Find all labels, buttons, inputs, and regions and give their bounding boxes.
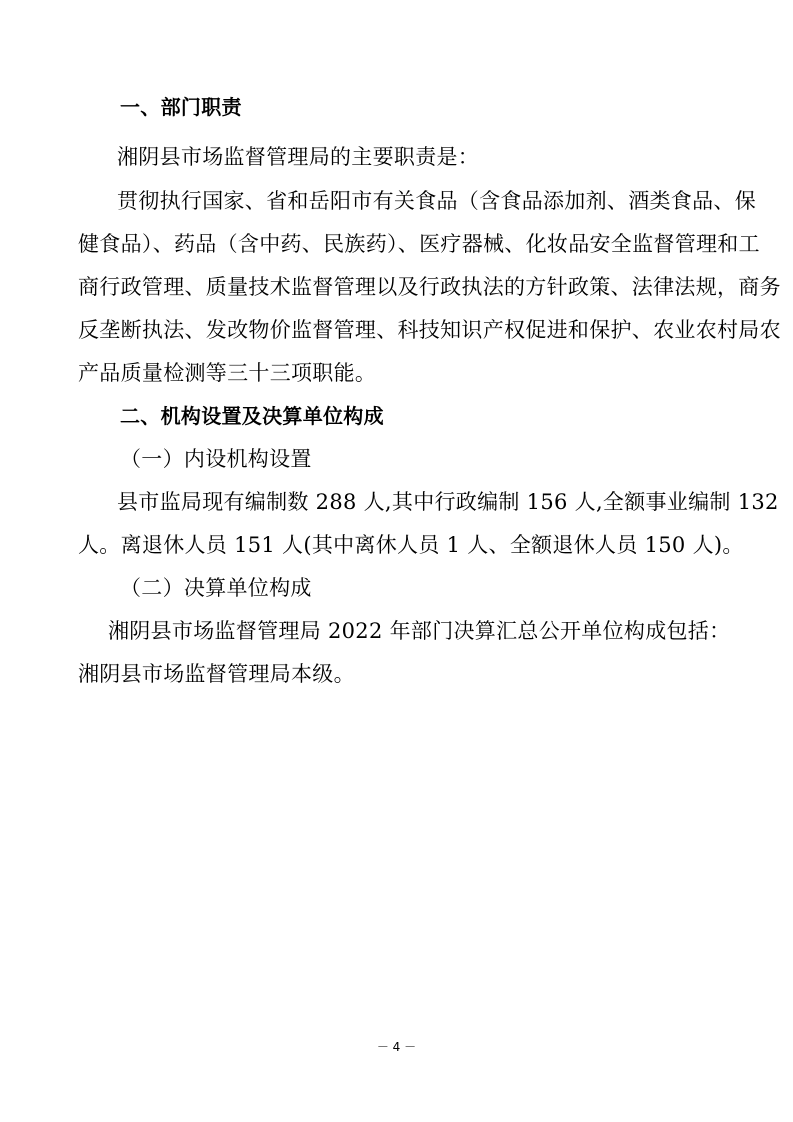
section-1-para-line-1: 贯彻执行国家、省和岳阳市有关食品（含食品添加剂、酒类食品、保 <box>117 189 756 213</box>
section-1-para-line-3: 商行政管理、质量技术监督管理以及行政执法的方针政策、法律法规，商务 <box>78 275 781 299</box>
section-1-heading: 一、部门职责 <box>120 95 242 119</box>
section-2-subheading-2: （二）决算单位构成 <box>120 576 312 600</box>
section-1-intro: 湘阴县市场监督管理局的主要职责是： <box>117 145 480 169</box>
section-2-subheading-1: （一）内设机构设置 <box>120 447 312 471</box>
page-number: － 4 － <box>376 1040 417 1054</box>
section-2-sub2-para-line-2: 湘阴县市场监督管理局本级。 <box>78 662 355 686</box>
section-1-para-line-2: 健食品）、药品（含中药、民族药）、医疗器械、化妆品安全监督管理和工 <box>78 232 760 256</box>
section-2-sub1-para-line-2: 人。离退休人员 151 人(其中离休人员 1 人、全额退休人员 150 人)。 <box>78 533 744 557</box>
section-1-para-line-4: 反垄断执法、发改物价监督管理、科技知识产权促进和保护、农业农村局农 <box>78 318 781 342</box>
section-2-heading: 二、机构设置及决算单位构成 <box>120 404 384 428</box>
section-2-sub2-para-line-1: 湘阴县市场监督管理局 2022 年部门决算汇总公开单位构成包括： <box>108 619 731 643</box>
section-2-sub1-para-line-1: 县市监局现有编制数 288 人,其中行政编制 156 人,全额事业编制 132 <box>117 490 779 514</box>
section-1-para-line-5: 产品质量检测等三十三项职能。 <box>78 361 377 385</box>
